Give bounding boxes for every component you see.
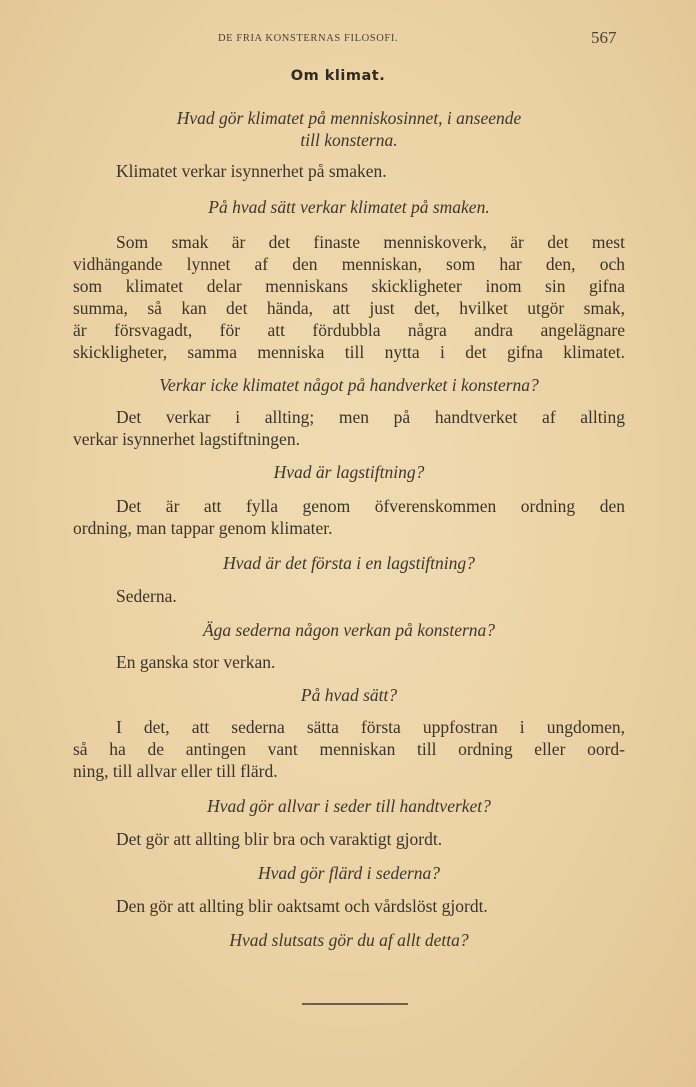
answer-line: verkar isynnerhet lagstiftningen. [73,429,300,449]
answer-line: är försvagadt, för att fördubbla några andra angelägnare [73,320,625,340]
question-line: På hvad sätt? [300,685,398,705]
answer-line: ning, till allvar eller till flärd. [73,761,278,781]
answer-line: I det, att sederna sätta första uppfostran i ungdomen, [116,717,625,737]
question-line: Hvad gör klimatet på menniskosinnet, i anseende [176,108,522,128]
answer-line: vidhängande lynnet af den menniskan, som har den, och [73,254,625,274]
question-line: Hvad är lagstiftning? [273,462,425,482]
answer-line: så ha de antingen vant menniskan till ordning eller oord- [73,739,625,759]
answer-line: Som smak är det finaste menniskoverk, är det mest [116,232,625,252]
answer-line: Sederna. [116,586,177,606]
answer-line: En ganska stor verkan. [116,652,276,672]
answer-line: skickligheter, samma menniska till nytta i det gifna klimatet. [73,342,625,362]
answer-line: Klimatet verkar isynnerhet på smaken. [116,161,387,181]
answer-line: summa, så kan det hända, att just det, hvilket utgör smak, [73,298,625,318]
answer-line: som klimatet delar menniskans skickligheter inom sin gifna [73,276,625,296]
question-line: till konsterna. [300,130,398,150]
question-line: Äga sederna någon verkan på konsterna? [202,620,496,640]
question-line: På hvad sätt verkar klimatet på smaken. [208,197,490,217]
running-head: DE FRIA KONSTERNAS FILOSOFI. [218,33,399,44]
answer-line: Det verkar i allting; men på handtverket af allting [116,407,625,427]
section-title [0,68,696,84]
question-line: Hvad gör flärd i sederna? [257,863,441,883]
section-title-text: Om klimat. [290,68,386,84]
question-line: Verkar icke klimatet något på handverket i konsterna? [159,375,539,395]
answer-line: ordning, man tappar genom klimater. [73,518,333,538]
question-line: Hvad är det första i en lagstiftning? [223,553,475,573]
answer-line: Den gör att allting blir oaktsamt och vårdslöst gjordt. [116,896,488,916]
page-number: 567 [591,28,617,47]
section-end-rule [302,1003,408,1005]
answer-line: Det är att fylla genom öfverenskommen ordning den [116,496,625,516]
question-line: Hvad gör allvar i seder till handtverket? [207,796,491,816]
question-line: Hvad slutsats gör du af allt detta? [229,930,469,950]
answer-line: Det gör att allting blir bra och varaktigt gjordt. [116,829,443,849]
